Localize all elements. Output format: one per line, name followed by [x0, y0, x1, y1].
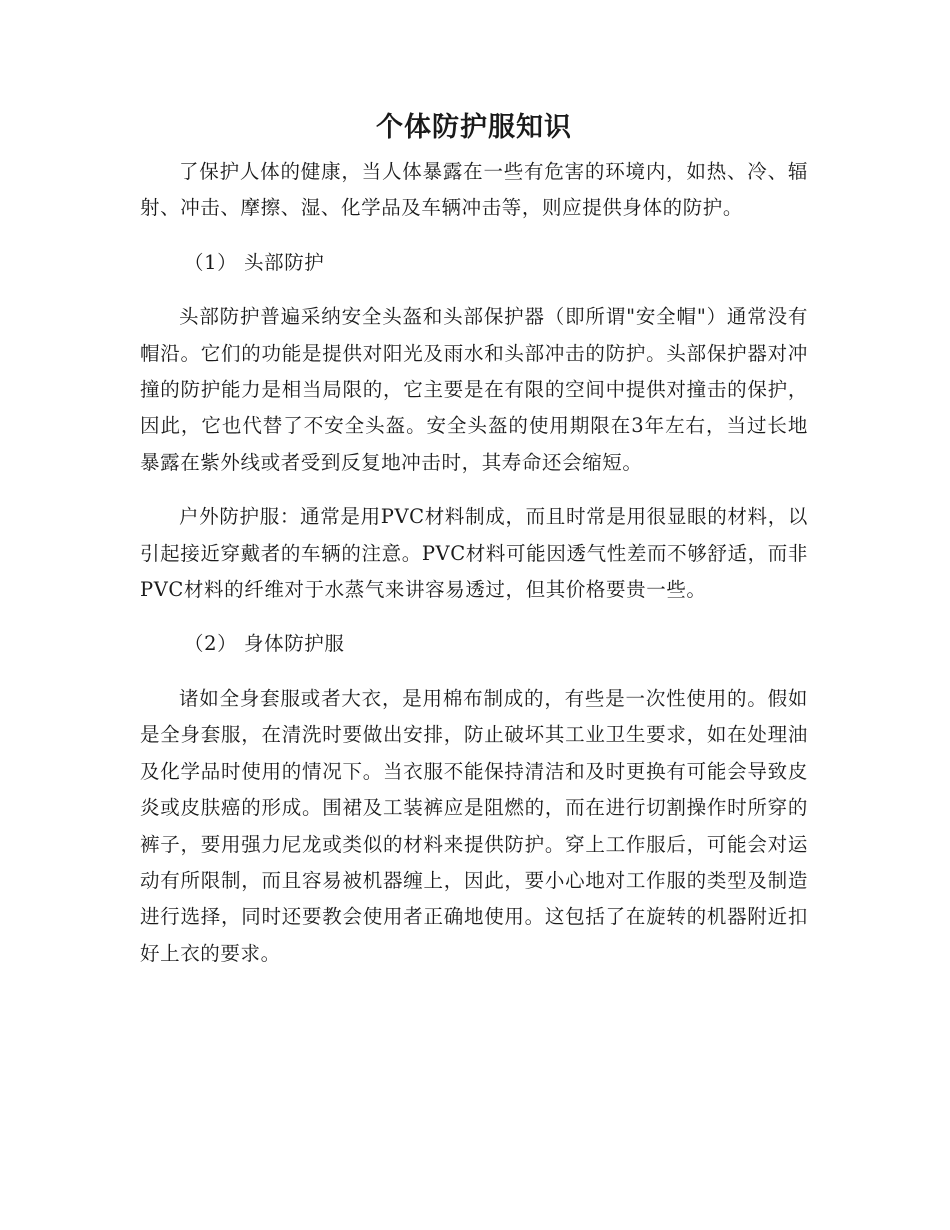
- spacer: [140, 227, 808, 245]
- spacer: [140, 608, 808, 626]
- head-protection-paragraph: 头部防护普遍采纳安全头盔和头部保护器（即所谓"安全帽"）通常没有帽沿。它们的功能是提供对阳光及雨水和头部冲击的防护。头部保护器对冲撞的防护能力是相当局限的，它主要是在有限的空间中提供对撞击的保护，因此，它也代替了不安全头盔。安全头盔的使用期限在3年左右，当过长地暴露在紫外线或者受到反复地冲击时，其寿命还会缩短。: [140, 305, 808, 474]
- outdoor-clothing-paragraph: 户外防护服：通常是用PVC材料制成，而且时常是用很显眼的材料，以引起接近穿戴者的车辆的注意。PVC材料可能因透气性差而不够舒适，而非PVC材料的纤维对于水蒸气来讲容易透过，但其价格要贵一些。: [140, 505, 808, 602]
- intro-paragraph: 了保护人体的健康，当人体暴露在一些有危害的环境内，如热、冷、辐射、冲击、摩擦、湿、化学品及车辆冲击等，则应提供身体的防护。: [140, 160, 808, 220]
- spacer: [140, 281, 808, 299]
- section-heading-body-protection: （2） 身体防护服: [184, 632, 345, 656]
- spacer: [140, 481, 808, 499]
- body-protection-paragraph: 诸如全身套服或者大衣，是用棉布制成的，有些是一次性使用的。假如是全身套服，在清洗时要做出安排，防止破坏其工业卫生要求，如在处理油及化学品时使用的情况下。当衣服不能保持清洁和及时更换有可能会导致皮炎或皮肤癌的形成。围裙及工装裤应是阻燃的，而在进行切割操作时所穿的裤子，要用强力尼龙或类似的材料来提供防护。穿上工作服后，可能会对运动有所限制，而且容易被机器缠上，因此，要小心地对工作服的类型及制造进行选择，同时还要教会使用者正确地使用。这包括了在旋转的机器附近扣好上衣的要求。: [140, 686, 808, 965]
- document-page: [140, 108, 808, 972]
- spacer: [140, 663, 808, 681]
- section-heading-head-protection: （1） 头部防护: [184, 250, 325, 274]
- document-title: 个体防护服知识: [376, 112, 572, 143]
